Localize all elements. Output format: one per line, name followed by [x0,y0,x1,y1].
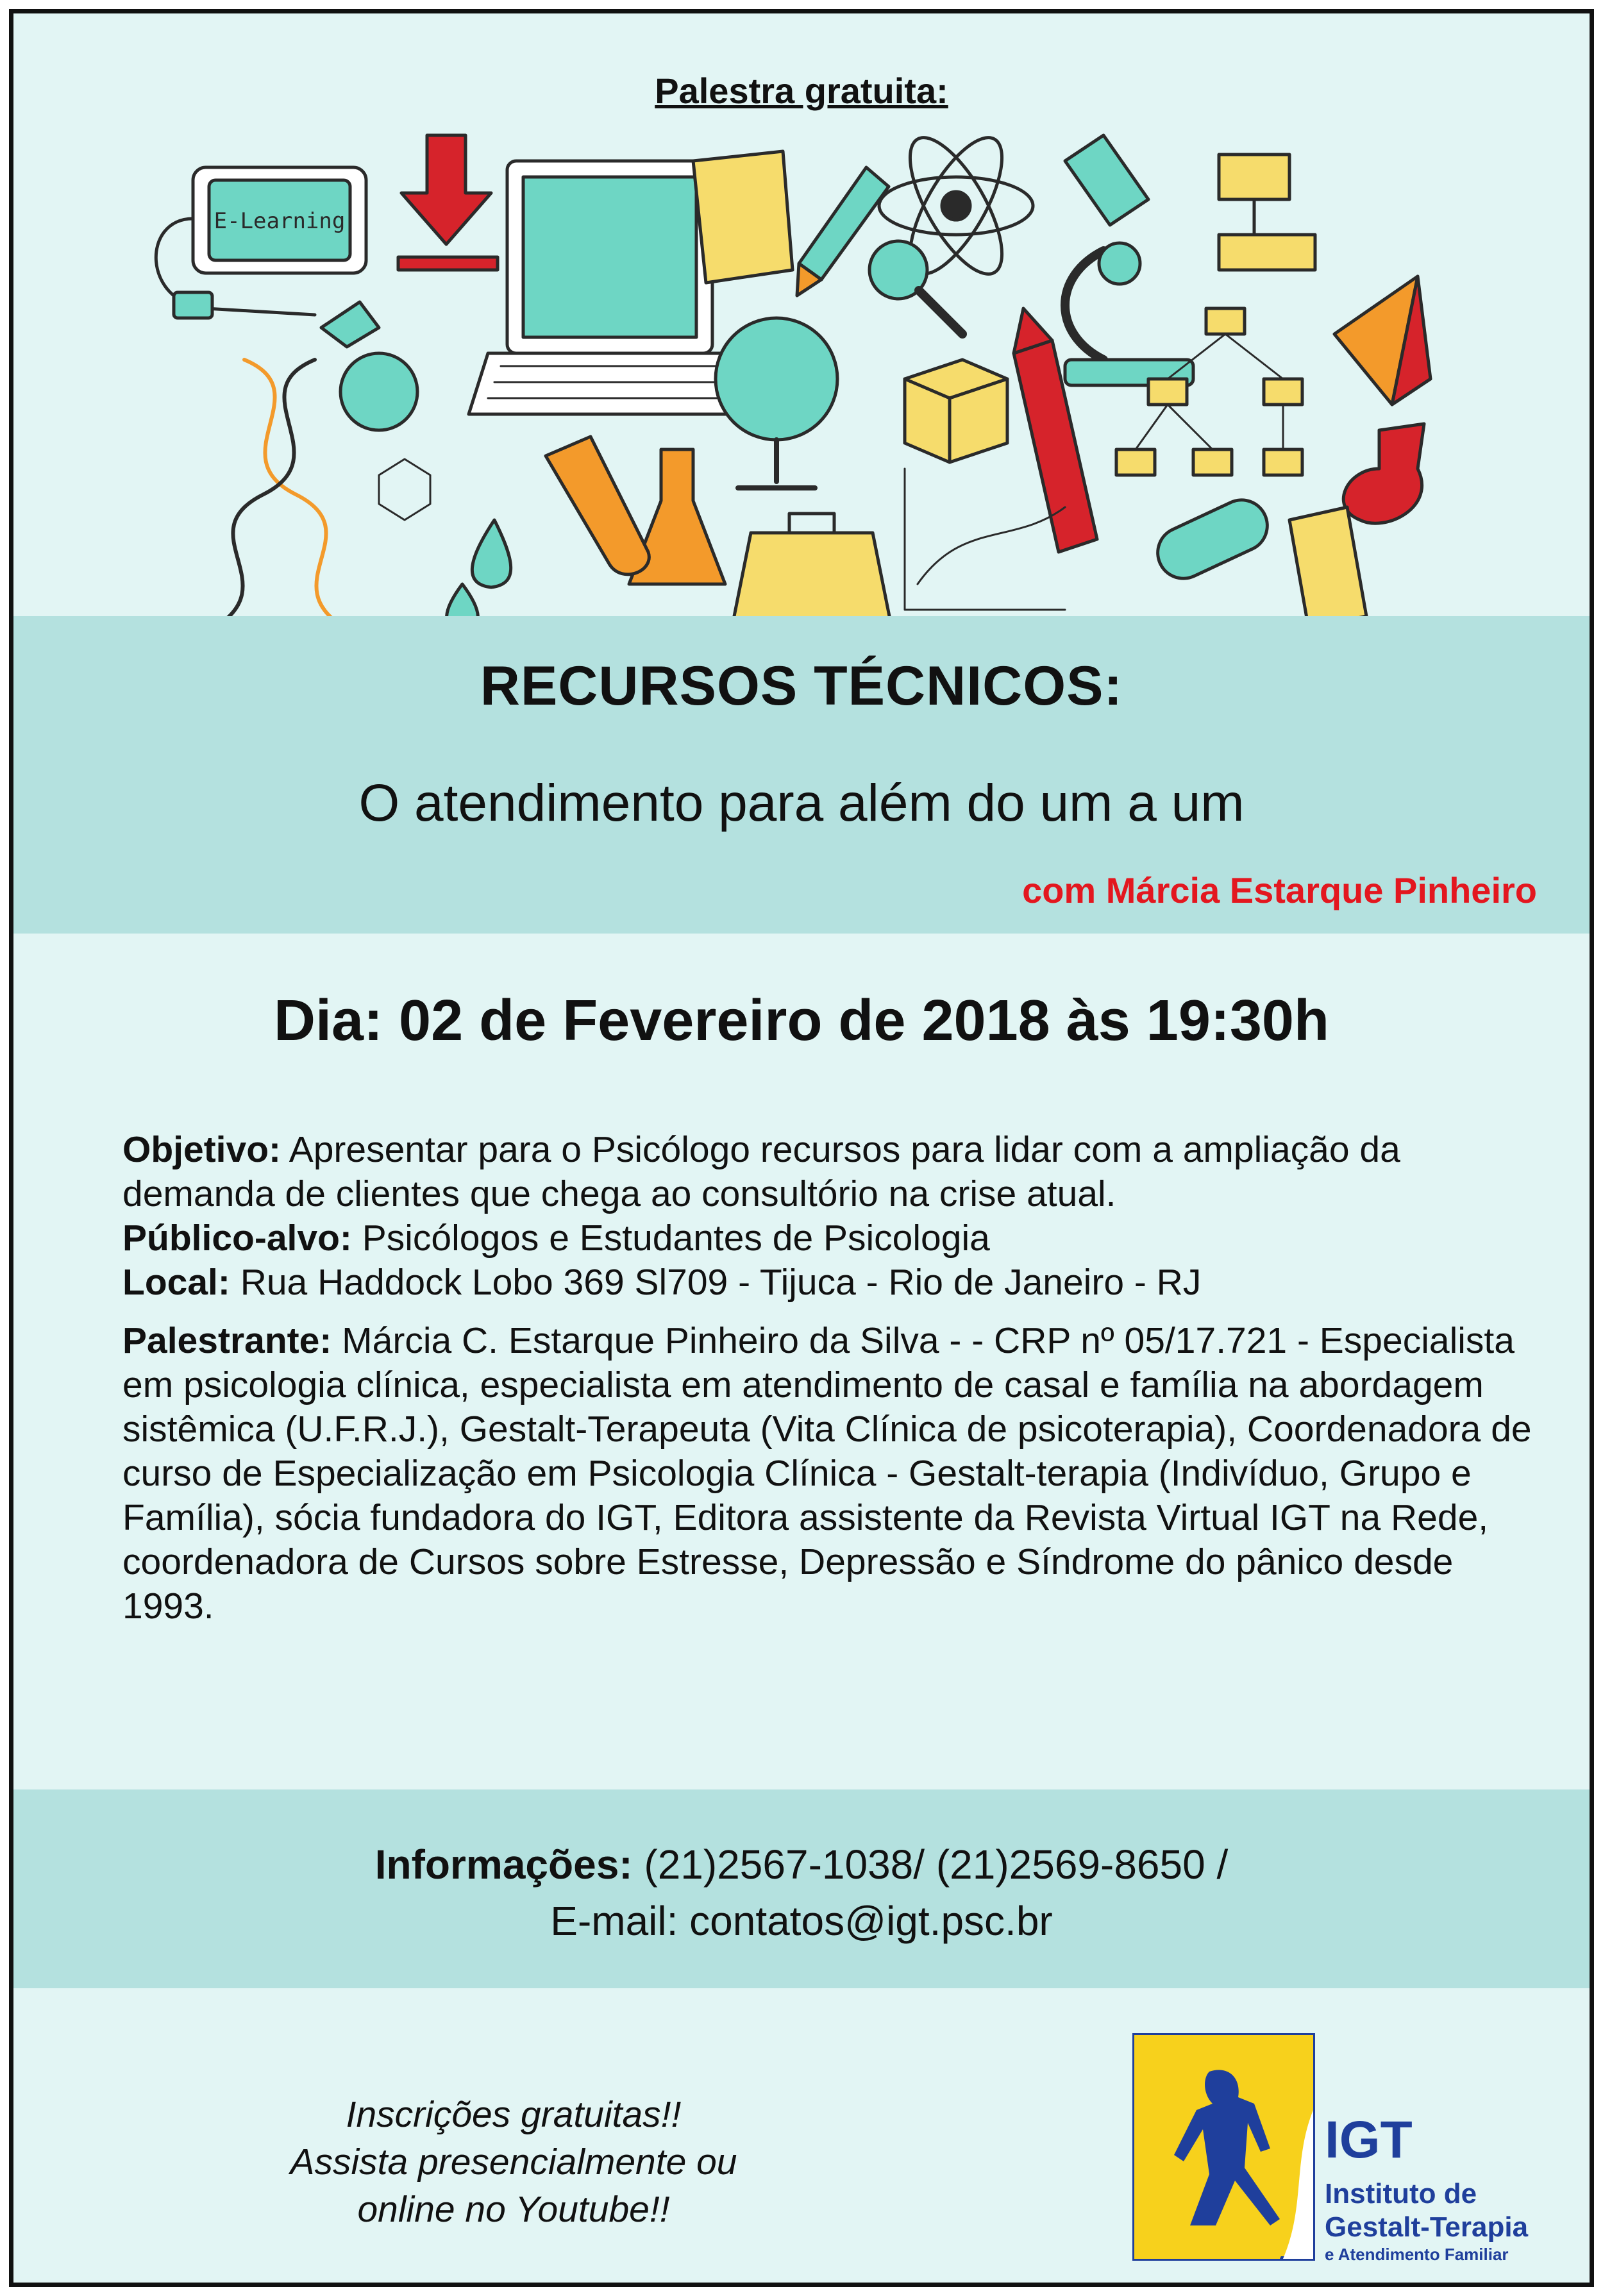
drops-icon [447,520,511,629]
headline: RECURSOS TÉCNICOS: [480,655,1123,717]
registration-line-1: Inscrições gratuitas!! [346,2094,682,2135]
download-arrow-icon [398,135,498,270]
speaker-label: Palestrante: [122,1320,332,1361]
event-details [122,1128,1552,1629]
igt-logo [1132,2033,1568,2264]
presenter-name: com Márcia Estarque Pinheiro [1022,870,1537,910]
dna-icon [212,360,347,629]
poster [9,9,1594,2287]
info-band [13,1789,1590,1988]
flask-icon [1343,424,1424,523]
logo-line-2: Gestalt-Terapia [1325,2211,1529,2243]
magnifier-icon [869,241,962,334]
objective-text: Apresentar para o Psicólogo recursos para lidar com a ampliação da demanda de clientes que chega ao consultório na crise atual. [122,1129,1400,1214]
objective-paragraph [122,1128,1552,1216]
pyramid-icon [1334,276,1431,405]
email-line[interactable]: E-mail: contatos@igt.psc.br [550,1898,1053,1944]
location-label: Local: [122,1262,230,1303]
speaker-paragraph [122,1319,1552,1629]
event-type-label: Palestra gratuita: [655,71,948,111]
logo-line-1: Instituto de [1325,2178,1477,2209]
location-paragraph [122,1261,1552,1305]
note-paper-icon [693,151,793,283]
test-tube-icon [546,437,649,574]
globe-icon [716,318,837,488]
network-computers-icon [1116,308,1302,475]
igt-emblem-icon [1132,2033,1315,2261]
logo-line-3: e Atendimento Familiar [1325,2245,1509,2264]
subheadline: O atendimento para além do um a um [358,774,1245,832]
flowchart-icon [1219,155,1315,270]
cube-icon [905,360,1007,462]
location-text: Rua Haddock Lobo 369 Sl709 - Tijuca - Rio de Janeiro - RJ [230,1262,1202,1303]
phone-line [13,1841,1590,1888]
microscope-icon [1065,135,1193,385]
svg-text:E-Learning: E-Learning [214,208,346,234]
briefcase-icon [732,514,892,629]
logo-abbreviation: IGT [1325,2111,1413,2169]
education-illustration [13,122,1591,629]
speaker-text: Márcia C. Estarque Pinheiro da Silva - - CRP nº 05/17.721 - Especialista em psicologia clínica, especialista em atendimento de casal e família na abordagem sistêmica (U.F.R.J.), Gestalt-Terapeuta (Vita Clínica de psicoterapia), Coordenadora de curso de Especialização em Psicologia Clínica - Gestalt-terapia (Indivíduo, Grupo e Família), sócia fundadora do IGT, Editora assistente da Revista Virtual IGT na Rede, coordenadora de Cursos sobre Estresse, Depressão e Síndrome do pânico desde 1993. [122,1320,1532,1627]
registration-line-2: Assista presencialmente ou [290,2141,737,2183]
audience-text: Psicólogos e Estudantes de Psicologia [351,1218,990,1259]
audience-label: Público-alvo: [122,1218,352,1259]
info-label: Informações: [374,1841,633,1888]
title-band [13,616,1590,934]
scroll-icon [1289,507,1366,629]
objective-label: Objetivo: [122,1129,281,1170]
phone-numbers: (21)2567-1038/ (21)2569-8650 / [632,1841,1229,1888]
round-flask-icon [321,302,417,430]
event-date: Dia: 02 de Fevereiro de 2018 às 19:30h [274,989,1329,1053]
elearning-tablet-icon [156,167,366,318]
graph-axes-icon [905,469,1065,610]
registration-note [225,2091,802,2233]
molecule-icon [379,459,430,520]
audience-paragraph [122,1216,1552,1261]
registration-line-3: online no Youtube!! [357,2189,670,2230]
capsule-icon [1150,492,1276,587]
